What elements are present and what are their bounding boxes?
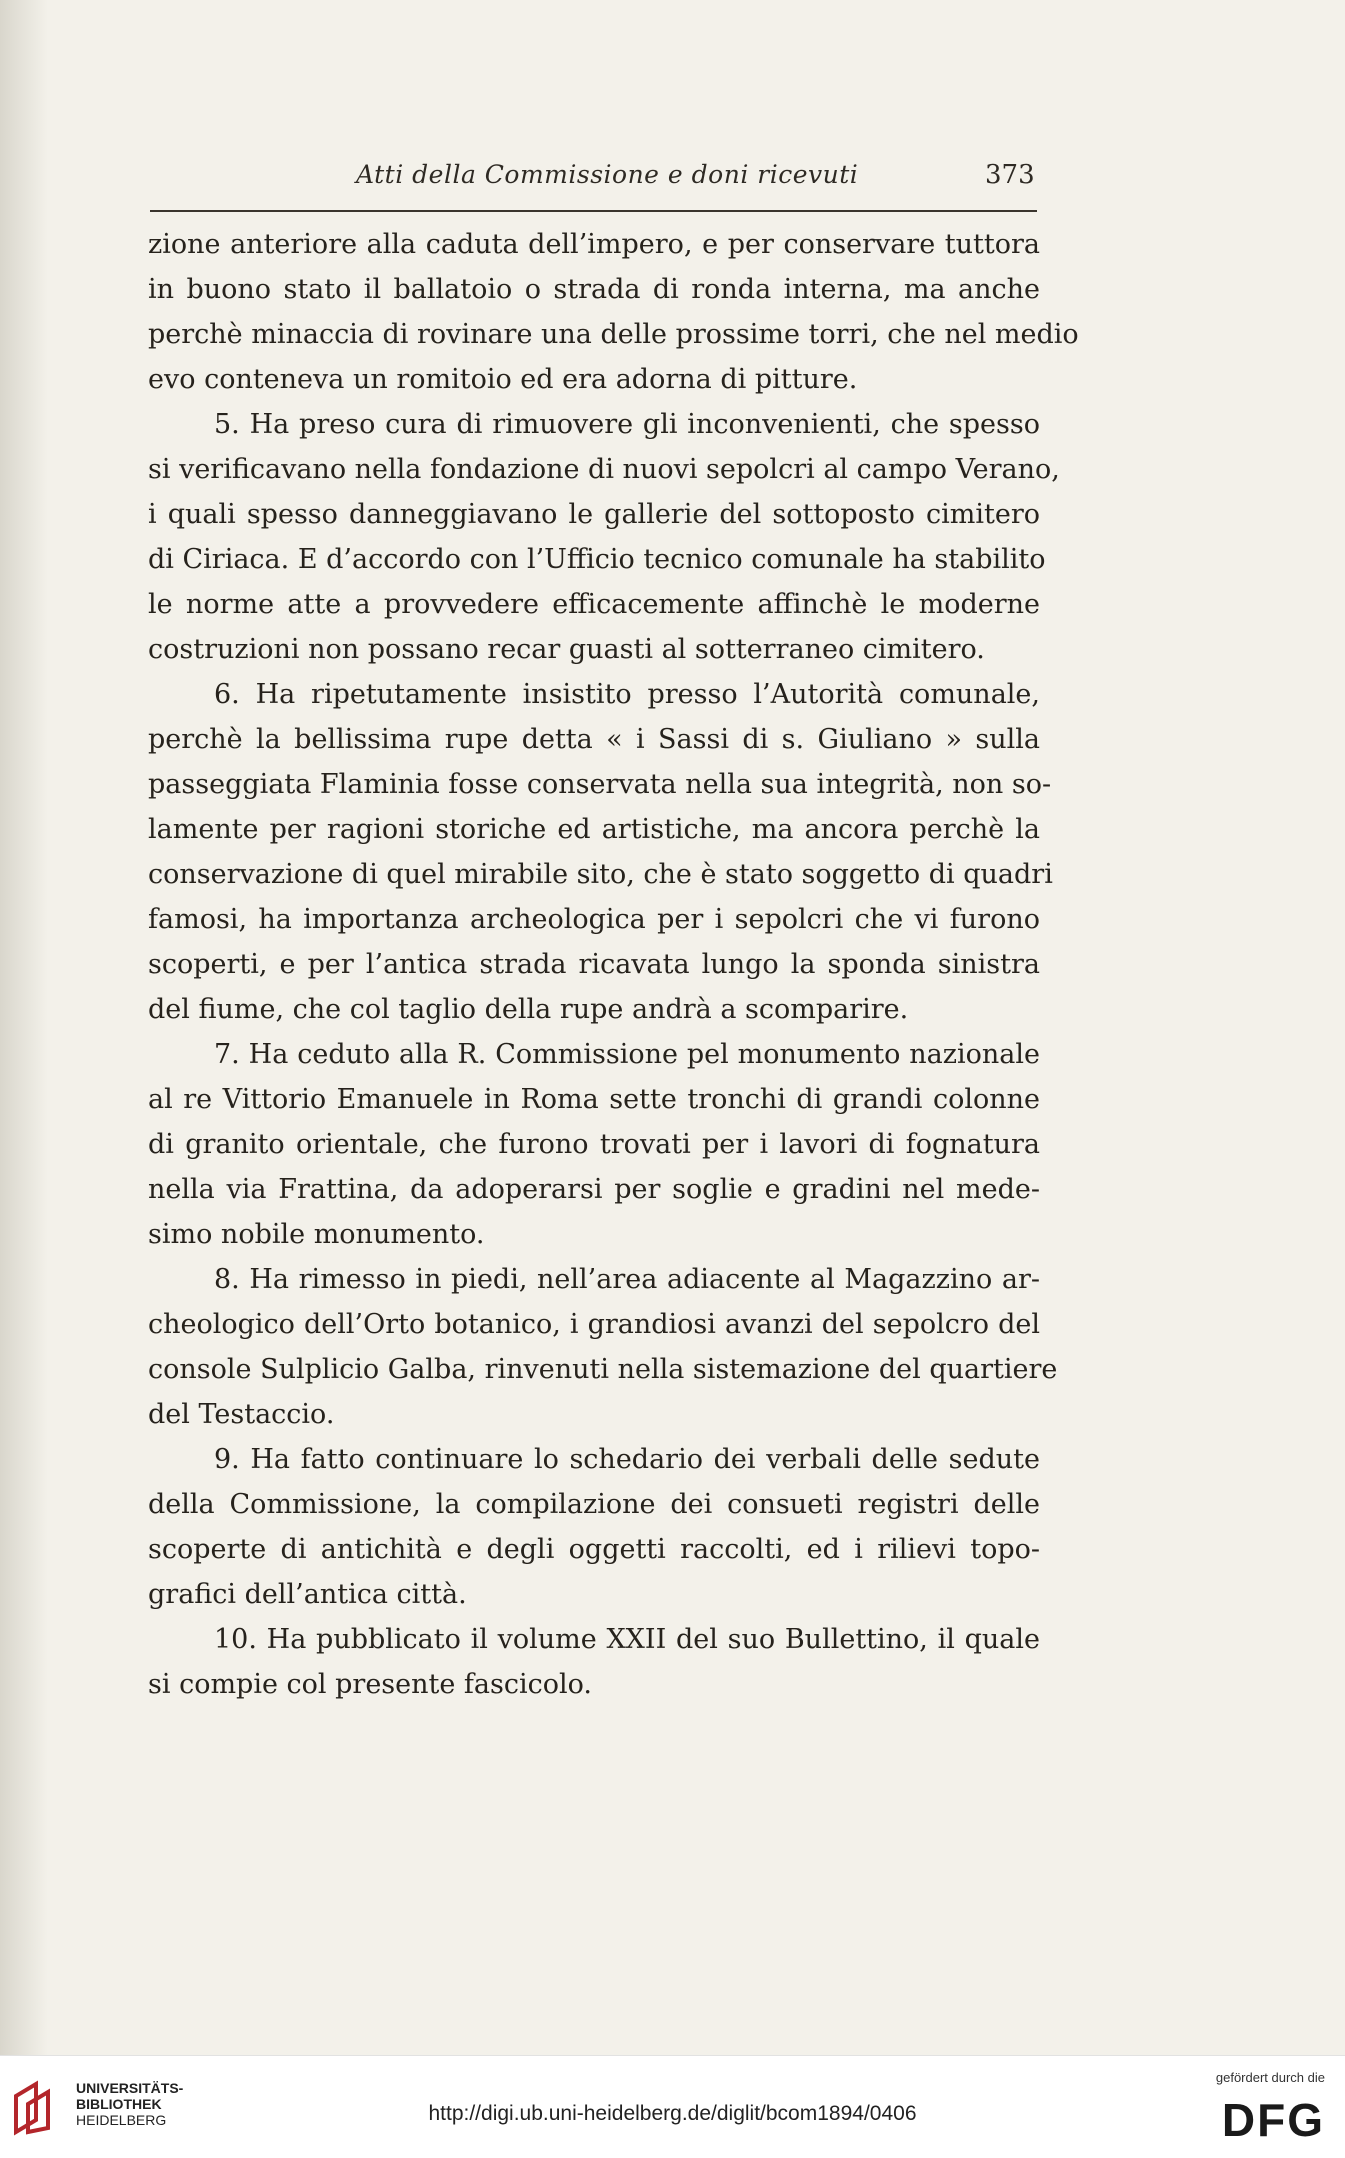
text-line: del Testaccio.: [148, 1399, 335, 1430]
text-line: 8. Ha rimesso in piedi, nell’area adiacente al Magazzino ar-: [214, 1264, 1040, 1295]
text-line: di granito orientale, che furono trovati per i lavori di fognatura: [148, 1129, 1040, 1160]
text-line: 6. Ha ripetutamente insistito presso l’Autorità comunale,: [214, 679, 1040, 710]
text-line: perchè la bellissima rupe detta « i Sassi di s. Giuliano » sulla: [148, 724, 1040, 755]
running-header: [0, 160, 1345, 200]
text-line: console Sulplicio Galba, rinvenuti nella sistemazione del quartiere: [148, 1354, 1058, 1385]
text-line: grafici dell’antica città.: [148, 1579, 467, 1610]
text-line: 5. Ha preso cura di rimuovere gli inconvenienti, che spesso: [214, 409, 1040, 440]
text-line: scoperte di antichità e degli oggetti raccolti, ed i rilievi topo-: [148, 1534, 1040, 1565]
text-line: al re Vittorio Emanuele in Roma sette tronchi di grandi colonne: [148, 1084, 1040, 1115]
text-line: 7. Ha ceduto alla R. Commissione pel monumento nazionale: [214, 1039, 1040, 1070]
text-line: scoperti, e per l’antica strada ricavata lungo la sponda sinistra: [148, 949, 1040, 980]
body-text: [148, 222, 1079, 1707]
funder-caption: gefördert durch die: [1215, 2070, 1325, 2085]
text-line: cheologico dell’Orto botanico, i grandiosi avanzi del sepolcro del: [148, 1309, 1040, 1340]
text-line: di Ciriaca. E d’accordo con l’Ufficio tecnico comunale ha stabilito: [148, 544, 1046, 575]
page-number: 373: [985, 160, 1035, 190]
text-line: si verificavano nella fondazione di nuovi sepolcri al campo Verano,: [148, 454, 1060, 485]
library-name-line1: UNIVERSITÄTS-: [76, 2080, 184, 2096]
text-line: passeggiata Flaminia fosse conservata nella sua integrità, non so-: [148, 769, 1052, 800]
page-spine-shadow: [0, 0, 48, 2055]
dfg-logo: DFG: [1221, 2094, 1325, 2146]
running-title: Atti della Commissione e doni ricevuti: [356, 160, 859, 189]
library-name-line2: BIBLIOTHEK: [76, 2096, 162, 2112]
text-line: si compie col presente fascicolo.: [148, 1669, 593, 1700]
text-line: famosi, ha importanza archeologica per i sepolcri che vi furono: [148, 904, 1040, 935]
text-line: 10. Ha pubblicato il volume XXII del suo Bullettino, il quale: [214, 1624, 1040, 1655]
text-line: i quali spesso danneggiavano le gallerie del sottoposto cimitero: [148, 499, 1040, 530]
text-line: zione anteriore alla caduta dell’impero, e per conservare tuttora: [148, 229, 1040, 260]
text-line: conservazione di quel mirabile sito, che è stato soggetto di quadri: [148, 859, 1053, 890]
digitization-footer: [0, 2055, 1345, 2158]
text-line: evo conteneva un romitoio ed era adorna di pitture.: [148, 364, 858, 395]
text-line: perchè minaccia di rovinare una delle prossime torri, che nel medio: [148, 319, 1079, 350]
text-line: nella via Frattina, da adoperarsi per soglie e gradini nel mede-: [148, 1174, 1040, 1205]
library-name-line3: HEIDELBERG: [76, 2112, 167, 2128]
text-line: della Commissione, la compilazione dei consueti registri delle: [148, 1489, 1040, 1520]
permalink-url[interactable]: http://digi.ub.uni-heidelberg.de/diglit/bcom1894/0406: [428, 2102, 917, 2125]
text-line: costruzioni non possano recar guasti al sotterraneo cimitero.: [148, 634, 985, 665]
text-line: le norme atte a provvedere efficacemente affinchè le moderne: [148, 589, 1040, 620]
text-line: del fiume, che col taglio della rupe andrà a scomparire.: [148, 994, 909, 1025]
text-line: lamente per ragioni storiche ed artistiche, ma ancora perchè la: [148, 814, 1040, 845]
text-line: in buono stato il ballatoio o strada di ronda interna, ma anche: [148, 274, 1040, 305]
text-line: 9. Ha fatto continuare lo schedario dei verbali delle sedute: [214, 1444, 1040, 1475]
text-line: simo nobile monumento.: [148, 1219, 485, 1250]
header-rule: [150, 210, 1037, 212]
